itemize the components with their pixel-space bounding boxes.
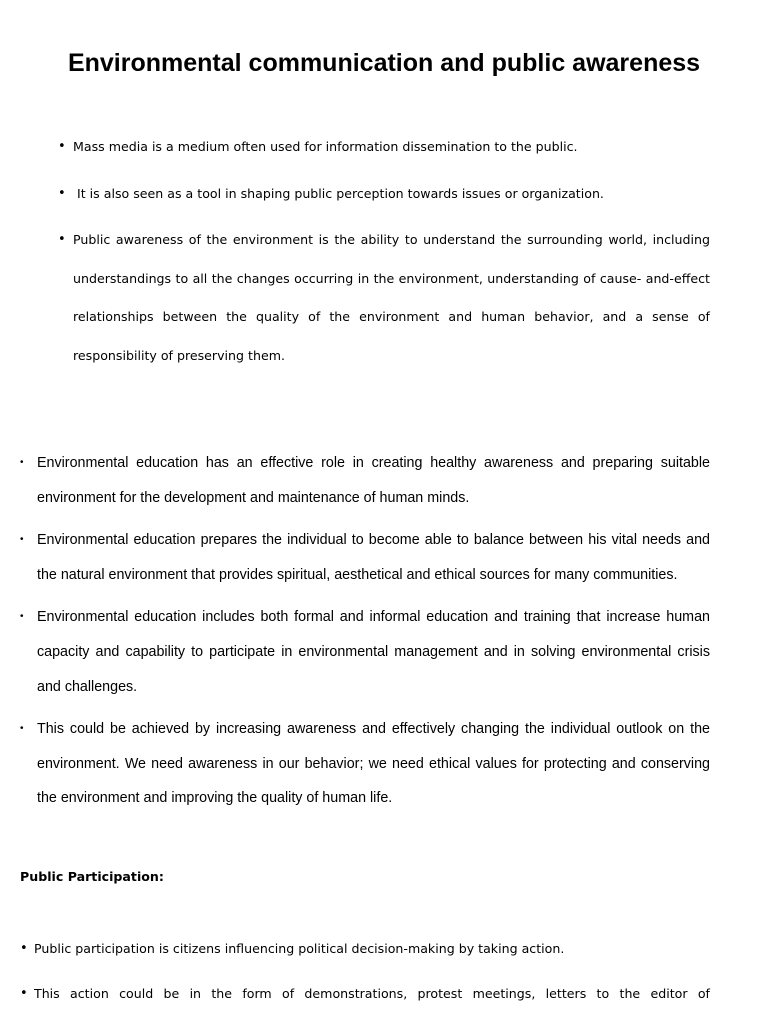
list-item-text: Environmental education prepares the individual to become able to balance between his vital needs and the natural environment that provides spiritual, aesthetical and ethical sources for many communities. xyxy=(37,532,710,583)
list-item xyxy=(20,935,710,963)
bullet-icon: • xyxy=(58,232,66,247)
bullet-icon: • xyxy=(20,611,24,623)
mass-media-bullet-list xyxy=(58,128,710,383)
list-item xyxy=(20,712,710,816)
bullet-icon: • xyxy=(20,457,24,468)
bullet-icon: • xyxy=(20,723,24,735)
list-item-text: Mass media is a medium often used for information dissemination to the public. xyxy=(73,139,578,154)
public-participation-heading: Public Participation: xyxy=(20,869,164,884)
bullet-icon: • xyxy=(20,986,28,1001)
list-item-text: It is also seen as a tool in shaping public perception towards issues or organization. xyxy=(73,185,604,201)
list-item xyxy=(20,446,710,515)
environmental-education-bullet-list xyxy=(20,446,710,824)
list-item xyxy=(20,523,710,592)
bullet-icon: • xyxy=(20,534,24,546)
list-item xyxy=(58,221,710,375)
list-item xyxy=(20,600,710,704)
list-item-text: Environmental education includes both formal and informal education and training that increase human capacity and capability to participate in environmental management and in solving environmental crisis and challenges. xyxy=(37,609,710,695)
list-item xyxy=(20,980,710,1008)
list-item-text: This action could be in the form of demonstrations, protest meetings, letters to the editor of xyxy=(34,986,710,1001)
list-item xyxy=(58,128,710,167)
page-title: Environmental communication and public awareness xyxy=(67,49,701,77)
bullet-icon: • xyxy=(58,139,66,154)
bullet-icon: • xyxy=(58,185,66,201)
list-item-text: This could be achieved by increasing awareness and effectively changing the individual outlook on the environment. We need awareness in our behavior; we need ethical values for protecting and conserving the environment and improving the quality of human life. xyxy=(37,721,710,807)
bullet-icon: • xyxy=(20,941,28,956)
list-item-text: Environmental education has an effective role in creating healthy awareness and preparing suitable environment for the development and maintenance of human minds. xyxy=(37,455,710,506)
public-participation-bullet-list xyxy=(20,935,710,1025)
list-item-text: Public participation is citizens influencing political decision-making by taking action. xyxy=(34,941,565,956)
list-item-text: Public awareness of the environment is the ability to understand the surrounding world, including understandings to all the changes occurring in the environment, understanding of cause- and-effect relationships between the quality of the environment and human behavior, and a sense of responsibility of preserving them. xyxy=(73,232,710,363)
list-item xyxy=(58,175,710,214)
